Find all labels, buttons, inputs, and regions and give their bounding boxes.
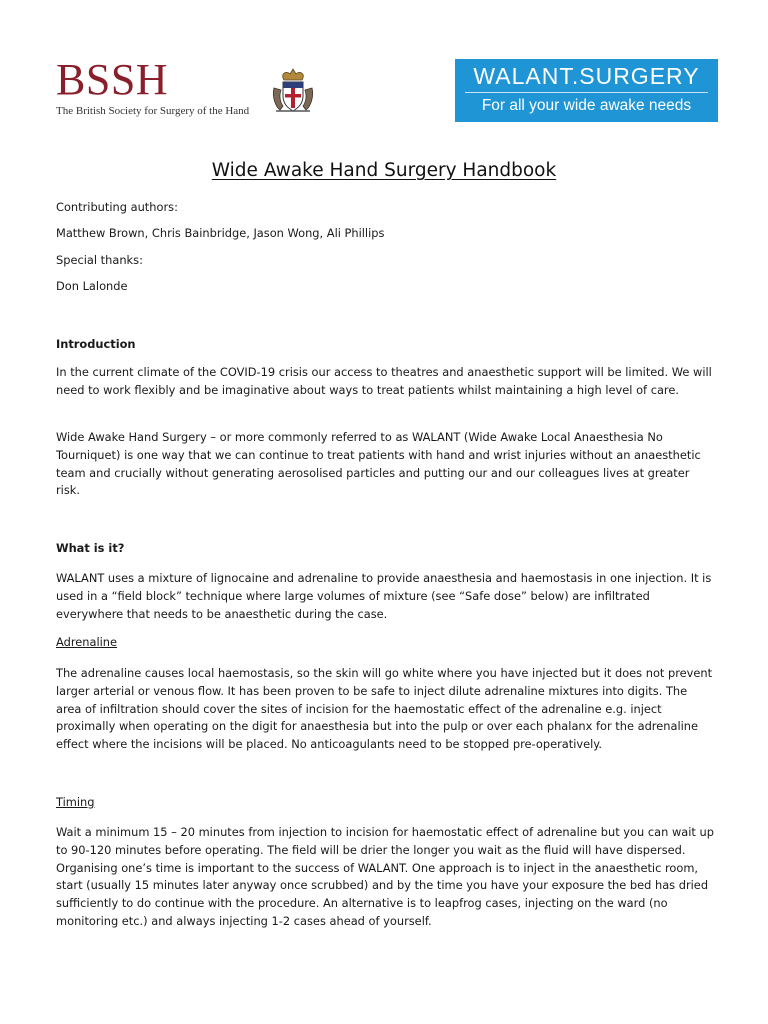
contributing-authors-label: Contributing authors: [56, 200, 178, 214]
walant-tagline: For all your wide awake needs [481, 97, 692, 114]
walant-divider [465, 92, 708, 93]
authors-list: Matthew Brown, Chris Bainbridge, Jason Wong, Ali Phillips [56, 226, 385, 240]
bssh-tagline: The British Society for Surgery of the Hand [56, 105, 250, 117]
walant-surgery-logo [455, 59, 718, 122]
coat-of-arms-icon [270, 66, 316, 114]
adrenaline-paragraph: The adrenaline causes local haemostasis, so the skin will go white where you have injected but it does not prevent larger arterial or venous flow. It has been proven to be safe to inject dilute adrenaline mixtures into digits. The area of infiltration should cover the sites of incision for the haemostatic effect of the adrenaline e.g. inject proximally when operating on the digit for anaesthesia but into the pulp or over each phalanx for the adrenaline effect where the incisions will be placed. No anticoagulants need to be stopped pre-operatively. [56, 666, 713, 752]
bssh-wordmark: BSSH [56, 55, 169, 104]
adrenaline-heading: Adrenaline [56, 635, 118, 649]
bssh-logo [56, 55, 266, 120]
timing-heading: Timing [56, 795, 95, 809]
introduction-paragraph-1: In the current climate of the COVID-19 crisis our access to theatres and anaesthetic support will be limited. We will need to work flexibly and be imaginative about ways to treat patients whilst maintaining a high level of care. [56, 365, 712, 397]
special-thanks-label: Special thanks: [56, 253, 143, 267]
introduction-paragraph-2: Wide Awake Hand Surgery – or more commonly referred to as WALANT (Wide Awake Local Anaesthesia No Tourniquet) is one way that we can continue to treat patients with hand and wrist injuries without an anaesthetic team and crucially without generating aerosolised particles and putting our and our colleagues lives at greater risk. [56, 430, 701, 498]
document-title: Wide Awake Hand Surgery Handbook [211, 160, 557, 181]
special-thanks-name: Don Lalonde [56, 279, 128, 293]
introduction-heading: Introduction [56, 337, 136, 351]
walant-title: WALANT.SURGERY [473, 63, 700, 89]
what-is-it-paragraph: WALANT uses a mixture of lignocaine and adrenaline to provide anaesthesia and haemostasis in one injection. It is used in a “field block” technique where large volumes of mixture (see “Safe dose” below) are infiltrated everywhere that needs to be anaesthetic during the case. [56, 571, 712, 621]
timing-paragraph: Wait a minimum 15 – 20 minutes from injection to incision for haemostatic effect of adrenaline but you can wait up to 90-120 minutes before operating. The field will be drier the longer you wait as the fluid will have dispersed. Organising one’s time is important to the success of WALANT. One approach is to inject in the anaesthetic room, start (usually 15 minutes later anyway once scrubbed) and by the time you have your exposure the bed has dried sufficiently to do continue with the procedure. An alternative is to leapfrog cases, injecting on the ward (no monitoring etc.) and always injecting 1-2 cases ahead of yourself. [56, 825, 714, 928]
what-is-it-heading: What is it? [56, 541, 125, 555]
